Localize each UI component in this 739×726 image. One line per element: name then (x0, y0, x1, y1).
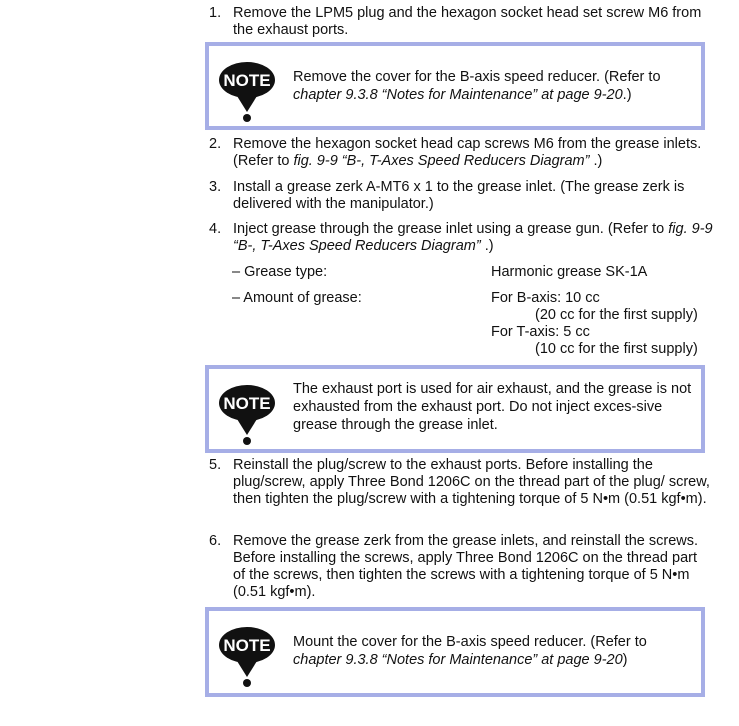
note-box (205, 365, 705, 453)
step-number: 5. (209, 457, 222, 473)
note-badge-text: NOTE (223, 636, 271, 655)
grease-type-label: – Grease type: (232, 264, 328, 280)
step-number: 1. (209, 5, 222, 21)
note-box (205, 42, 705, 130)
t-axis-first-supply: (10 cc for the first supply) (535, 341, 698, 357)
grease-type-value: Harmonic grease SK-1A (491, 264, 648, 280)
step-number: 6. (209, 533, 222, 549)
b-axis-amount: For B-axis: 10 cc (491, 290, 600, 306)
step-text: Remove the LPM5 plug and the hexagon socket head set screw M6 from the exhaust ports. (233, 5, 702, 38)
figure-reference-link[interactable]: fig. 9-9 “B-, T-Axes Speed Reducers Diagram” (293, 153, 590, 169)
figure-reference-link[interactable]: fig. 9-9 “B-, T-Axes Speed Reducers Diagram” (233, 221, 713, 254)
b-axis-first-supply: (20 cc for the first supply) (535, 307, 698, 323)
note-text: Mount the cover for the B-axis speed reducer. (Refer to chapter 9.3.8 “Notes for Maintenance” at page 9-20) (293, 634, 647, 668)
note-box (205, 607, 705, 697)
note-text: The exhaust port is used for air exhaust, and the grease is not exhausted from the exhaust port. Do not inject exces-sive grease through the grease inlet. (293, 381, 692, 433)
step-text: Remove the hexagon socket head cap screws M6 from the grease inlets. (Refer to fig. 9-9 “B-, T-Axes Speed Reducers Diagram” .) (233, 136, 702, 169)
grease-amount-label: – Amount of grease: (232, 290, 362, 306)
note-text: Remove the cover for the B-axis speed reducer. (Refer to chapter 9.3.8 “Notes for Maintenance” at page 9-20.) (293, 69, 661, 103)
step-text: Reinstall the plug/screw to the exhaust ports. Before installing the plug/screw, apply Three Bond 1206C on the thread part of the plug/ screw, then tighten the plug/screw with a tightening torque of 5 N•m (0.51 kgf•m). (233, 457, 710, 507)
note-reference-link[interactable]: chapter 9.3.8 “Notes for Maintenance” at page 9-20 (293, 87, 623, 103)
step-text: Install a grease zerk A-MT6 x 1 to the grease inlet. (The grease zerk is delivered with the manipulator.) (233, 179, 685, 212)
step-text: Remove the grease zerk from the grease inlets, and reinstall the screws. Before installing the screws, apply Three Bond 1206C on the thread part of the screws, then tighten the screws with a tightening torque of 5 N•m (0.51 kgf•m). (233, 533, 699, 600)
note-reference-link[interactable]: chapter 9.3.8 “Notes for Maintenance” at page 9-20 (293, 652, 623, 668)
note-icon (219, 627, 275, 687)
note-icon (219, 62, 275, 122)
note-badge-text: NOTE (223, 394, 271, 413)
note-badge-text: NOTE (223, 71, 271, 90)
step-number: 4. (209, 221, 222, 237)
note-icon (219, 385, 275, 445)
step-text: Inject grease through the grease inlet using a grease gun. (Refer to fig. 9-9 “B-, T-Axes Speed Reducers Diagram” .) (233, 221, 713, 254)
step-number: 3. (209, 179, 222, 195)
step-number: 2. (209, 136, 222, 152)
t-axis-amount: For T-axis: 5 cc (491, 324, 590, 340)
